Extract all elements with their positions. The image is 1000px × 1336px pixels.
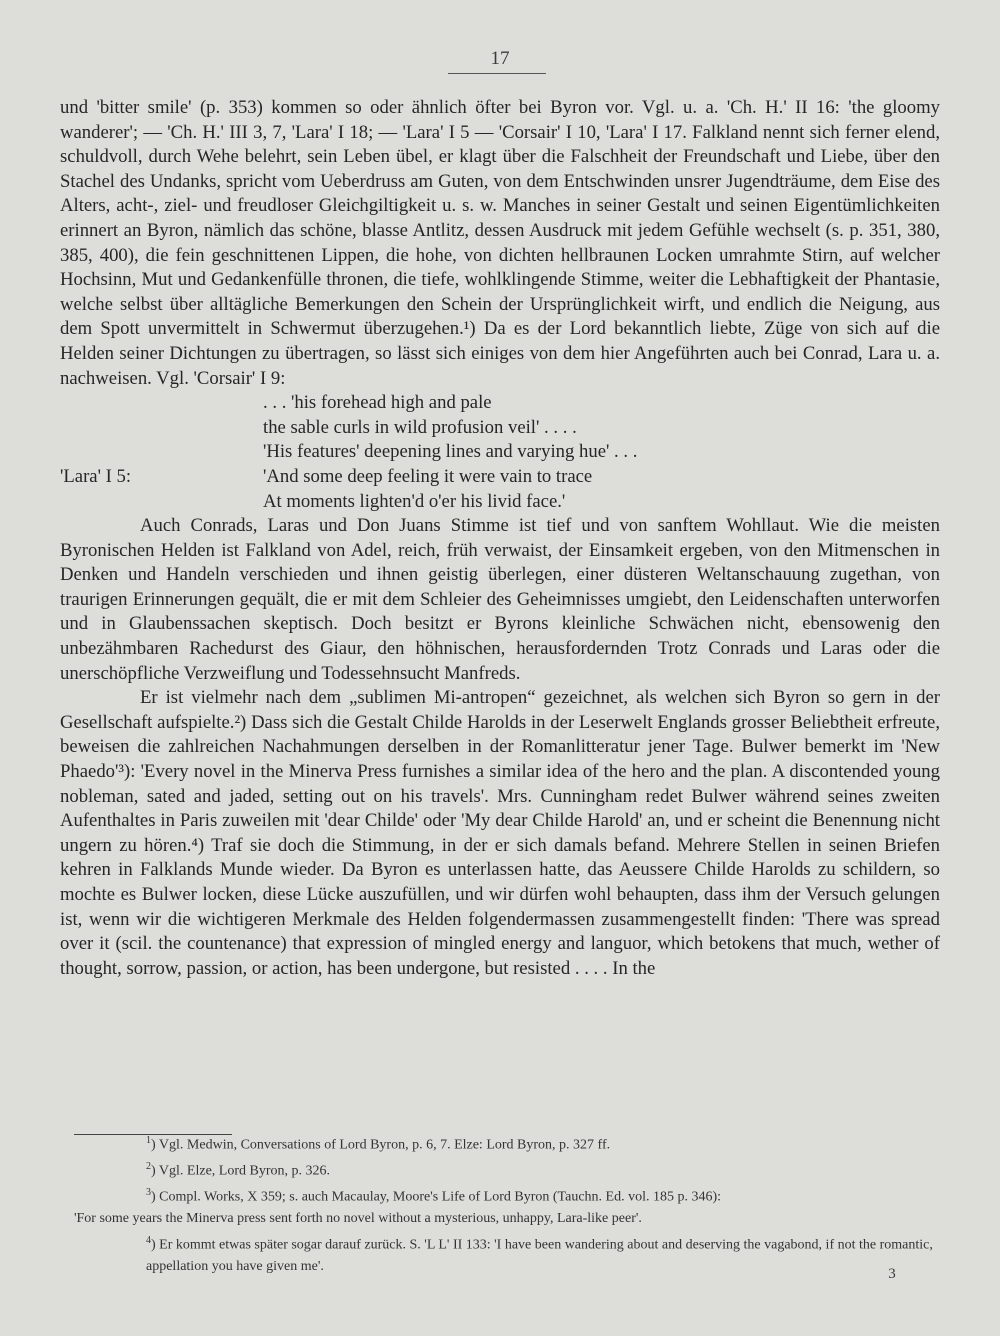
footnote-text: Vgl. Medwin, Conversations of Lord Byron, p. 6, 7. Elze: Lord Byron, p. 327 ff. [158,1137,611,1153]
page-number-rule [448,73,546,74]
quote-verse: At moments lighten'd o'er his livid face.' [263,490,566,512]
footnote-text: Er kommt etwas später sogar darauf zurück. S. 'L L' II 133: 'I have been wandering about and deserving the vagabond, if not the romantic, appellation you have given me'. [146,1237,933,1275]
footnote: $^3$) Compl. Works, X 359; s. auch Macaulay, Moore's Life of Lord Byron (Tauchn. Ed. vol. 185 p. 346): [146,1187,722,1205]
quote-source-ref [60,490,263,515]
quote-verse: the sable curls in wild profusion veil' . . . . [263,416,577,438]
quote-verse: 'And some deep feeling it were vain to trace [263,465,593,487]
quote-line [60,465,940,490]
verse-quotation [60,391,940,514]
footnote-mark: 2 [146,1161,151,1173]
footnote: $^4$) Er kommt etwas später sogar darauf zurück. S. 'L L' II 133: 'I have been wandering about and deserving the vagabond, if not the romantic, appellation you have given me'. [146,1234,933,1275]
page-number: 17 [490,48,510,69]
quote-source-ref: 'Lara' I 5: [60,465,132,487]
footnote-mark: 4 [146,1234,151,1246]
footnote: $^2$) Vgl. Elze, Lord Byron, p. 326. [146,1161,331,1179]
quote-line [60,416,940,441]
footnote-text: 'For some years the Minerva press sent forth no novel without a mysterious, unhappy, Lara-like peer'. [74,1211,642,1227]
quote-line [60,440,940,465]
quote-source-ref [60,416,263,441]
footnote-text: Vgl. Elze, Lord Byron, p. 326. [158,1163,331,1179]
quote-verse: 'His features' deepening lines and varying hue' . . . [263,441,638,463]
quote-verse: . . . 'his forehead high and pale [263,392,492,414]
quote-line [60,490,940,515]
quote-source-ref [60,391,263,416]
footnote-text: Compl. Works, X 359; s. auch Macaulay, Moore's Life of Lord Byron (Tauchn. Ed. vol. 185 p. 346): [159,1189,722,1205]
footnotes [74,1130,954,1278]
paragraph-1: und 'bitter smile' (p. 353) kommen so oder ähnlich öfter bei Byron vor. Vgl. u. a. 'Ch. H.' II 16: 'the gloomy wanderer'; — 'Ch. H.' III 3, 7, 'Lara' I 18; — 'Lara' I 5 — 'Corsair' I 10, 'Lara' I 17. Falkland nennt sich ferner elend, schuldvoll, durch Wehe belehrt, sein Leben übel, er klagt über die Falschheit der Freundschaft und Liebe, über den Stachel des Undanks, spricht vom Ueberdruss am Guten, von dem Entschwinden unsrer Jugendträume, dem Eise des Alters, acht-, ziel- und freudloser Gleichgiltigkeit u. s. w. Manches in seiner Gestalt und seinen Eigentümlichkeiten erinnert an Byron, nämlich das schöne, blasse Antlitz, dessen Ausdruck mit jedem Gefühle wechselt (s. p. 351, 380, 385, 400), die fein geschnittenen Lippen, die hohe, von dichten hellbraunen Locken umrahmte Stirn, auf welcher Hochsinn, Mut und Gedankenfülle thronen, die tiefe, wohlklingende Stimme, weiter die Lebhaftigkeit der Phantasie, welche selbst über alltägliche Bemerkungen den Schein der Ursprünglichkeit wirft, und endlich die Neigung, aus dem Spott unvermittelt in Schwermut überzugehen.¹) Da es der Lord bekanntlich liebte, Züge von sich auf die Helden seiner Dichtungen zu übertragen, so lässt sich einiges von dem hier Angeführten auch bei Conrad, Lara u. a. nachweisen. Vgl. 'Corsair' I 9: [60,97,940,389]
footnote: $^1$) Vgl. Medwin, Conversations of Lord Byron, p. 6, 7. Elze: Lord Byron, p. 327 ff. [146,1135,611,1153]
footnote-mark: 1 [146,1135,151,1146]
signature-mark: 3 [888,1266,896,1282]
footnote-mark: 3 [146,1187,151,1199]
quote-line [60,391,940,416]
body-text [60,96,940,981]
quote-source-ref [60,440,263,465]
paragraph-3: Er ist vielmehr nach dem „sublimen Mi-antropen“ gezeichnet, als welchen sich Byron so gern in der Gesellschaft aufspielte.²) Dass sich die Gestalt Childe Harolds in der Leserwelt Englands grosser Beliebtheit erfreute, beweisen die zahlreichen Nachahmungen derselben in der Romanlitteratur jener Tage. Bulwer bemerkt im 'New Phaedo'³): 'Every novel in the Minerva Press furnishes a similar idea of the hero and the plan. A discontended young nobleman, sated and jaded, setting out on his travels'. Mrs. Cunningham redet Bulwer während seines zweiten Aufenthaltes in Paris zuweilen mit 'dear Childe' oder 'My dear Childe Harold' an, und er scheint die Benennung nicht ungern zu hören.⁴) Traf sie doch die Stimmung, in der er sich damals befand. Mehrere Stellen in seinen Briefen kehren in Falklands Munde wieder. Da Byron es unterlassen hatte, das Aeussere Childe Harolds zu schildern, so mochte es Bulwer locken, diese Lücke auszufüllen, und wir dürfen wohl behaupten, dass ihm der Versuch gelungen ist, wenn wir die wichtigeren Merkmale des Helden folgendermassen zusammengestellt finden: 'There was spread over it (scil. the countenance) that expression of mingled energy and languor, which betokens that much, wether of thought, sorrow, passion, or action, has been undergone, but resisted . . . . In the [60,687,940,979]
paragraph-2: Auch Conrads, Laras und Don Juans Stimme ist tief und von sanftem Wohllaut. Wie die meisten Byronischen Helden ist Falkland von Adel, reich, früh verwaist, der Einsamkeit ergeben, von den Mitmenschen in Denken und Handeln verschieden und ihnen geistig überlegen, einer düsteren Weltanschauung zugethan, von traurigen Erinnerungen gequält, die er mit dem Schleier des Geheimnisses umgiebt, den Leidenschaften unterworfen und in Glaubenssachen skeptisch. Doch besitzt er Byrons kleinliche Schwächen nicht, ebensowenig den unbezähmbaren Rachedurst des Giaur, den höhnischen, herausfordernden Trotz Conrads und Laras oder die unerschöpfliche Verzweiflung und Todessehnsucht Manfreds. [60,515,940,684]
footnote-continuation [74,1208,954,1230]
